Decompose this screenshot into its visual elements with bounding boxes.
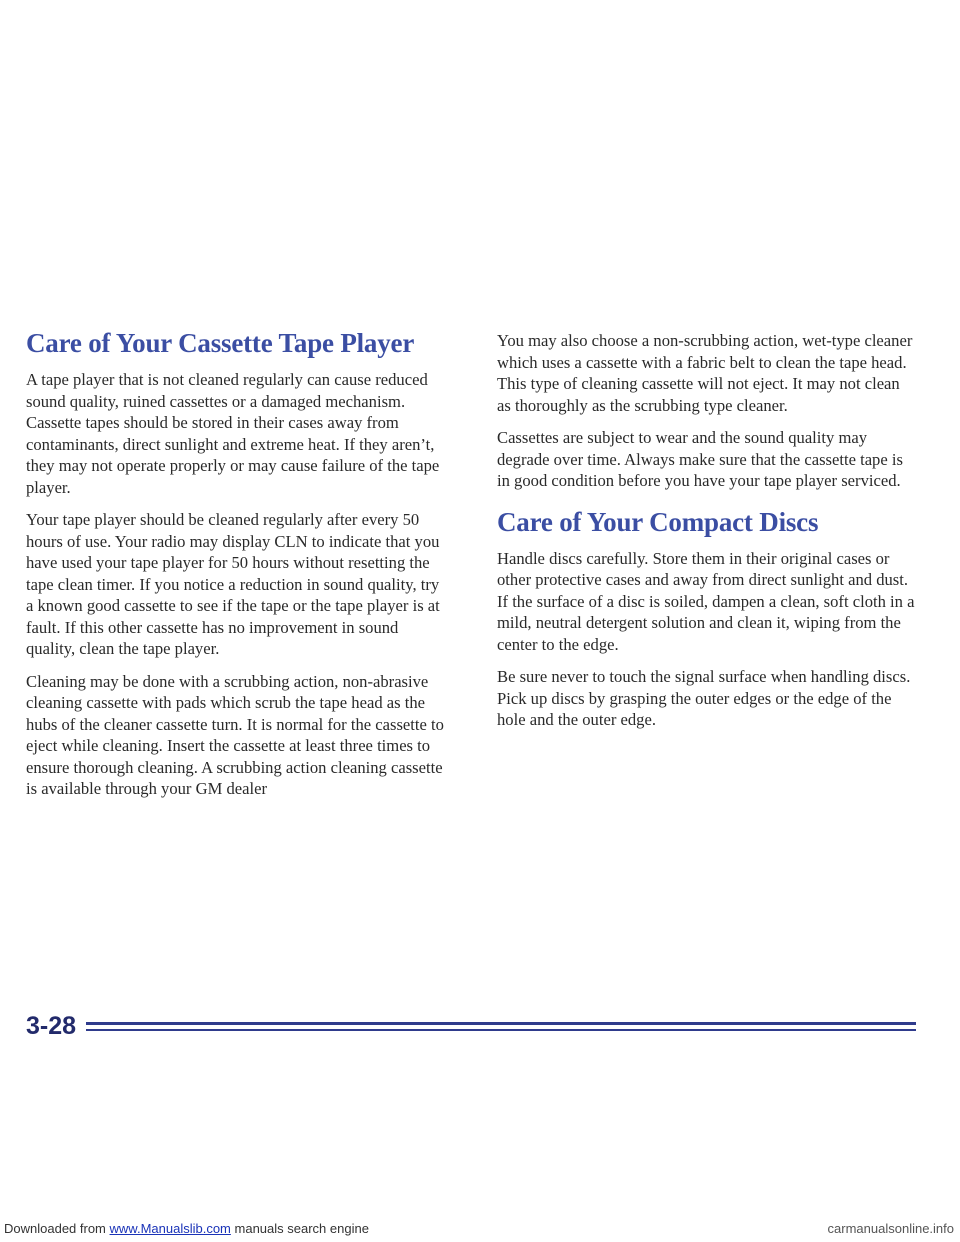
watermark-prefix: Downloaded from xyxy=(4,1221,106,1236)
page-footer xyxy=(26,1010,916,1042)
site-watermark: carmanualsonline.info xyxy=(827,1221,954,1236)
compact-discs-heading: Care of Your Compact Discs xyxy=(497,506,819,537)
manualslib-link[interactable]: www.Manualslib.com xyxy=(109,1221,231,1236)
discs-paragraph-2: Be sure never to touch the signal surface when handling discs. Pick up discs by grasping the outer edges or the edge of the hole and the outer edge. xyxy=(497,667,911,729)
right-column xyxy=(497,330,917,742)
discs-paragraph-1: Handle discs carefully. Store them in their original cases or other protective cases and away from direct sunlight and dust. If the surface of a disc is soiled, dampen a clean, soft cloth in a mild, neutral detergent solution and clean it, wiping from the center to the edge. xyxy=(497,548,915,654)
watermark-suffix: manuals search engine xyxy=(234,1221,369,1236)
download-watermark xyxy=(4,1221,369,1236)
cassette-paragraph-3: Cleaning may be done with a scrubbing action, non-abrasive cleaning cassette with pads which scrub the tape head as the hubs of the cleaner cassette turn. It is normal for the cassette to eject while cleaning. Insert the cassette at least three times to ensure thorough cleaning. A scrubbing action cleaning cassette is available through your GM dealer xyxy=(26,671,444,798)
page-number: 3-28 xyxy=(26,1012,77,1040)
cassette-section-heading: Care of Your Cassette Tape Player xyxy=(26,328,415,358)
cassette-paragraph-5: Cassettes are subject to wear and the sound quality may degrade over time. Always make sure that the cassette tape is in good condition before you have your tape player serviced. xyxy=(497,428,903,490)
footer-rule-top xyxy=(86,1022,916,1025)
cassette-paragraph-1: A tape player that is not cleaned regularly can cause reduced sound quality, ruined cassettes or a damaged mechanism. Cassette tapes should be stored in their cases away from contaminants, direct sunlight and extreme heat. If they aren’t, they may not operate properly or may cause failure of the tape player. xyxy=(26,370,440,497)
cassette-paragraph-2: Your tape player should be cleaned regularly after every 50 hours of use. Your radio may display CLN to indicate that you have used your tape player for 50 hours without resetting the tape clean timer. If you notice a reduction in sound quality, try a known good cassette to see if the tape or the tape player is at fault. If this other cassette has no improvement in sound quality, clean the tape player. xyxy=(26,510,440,658)
footer-rule-bottom xyxy=(86,1029,916,1031)
cassette-paragraph-4: You may also choose a non-scrubbing action, wet-type cleaner which uses a cassette with a fabric belt to clean the tape head. This type of cleaning cassette will not eject. It may not clean as thoroughly as the scrubbing type cleaner. xyxy=(497,331,913,415)
left-column xyxy=(26,327,448,811)
